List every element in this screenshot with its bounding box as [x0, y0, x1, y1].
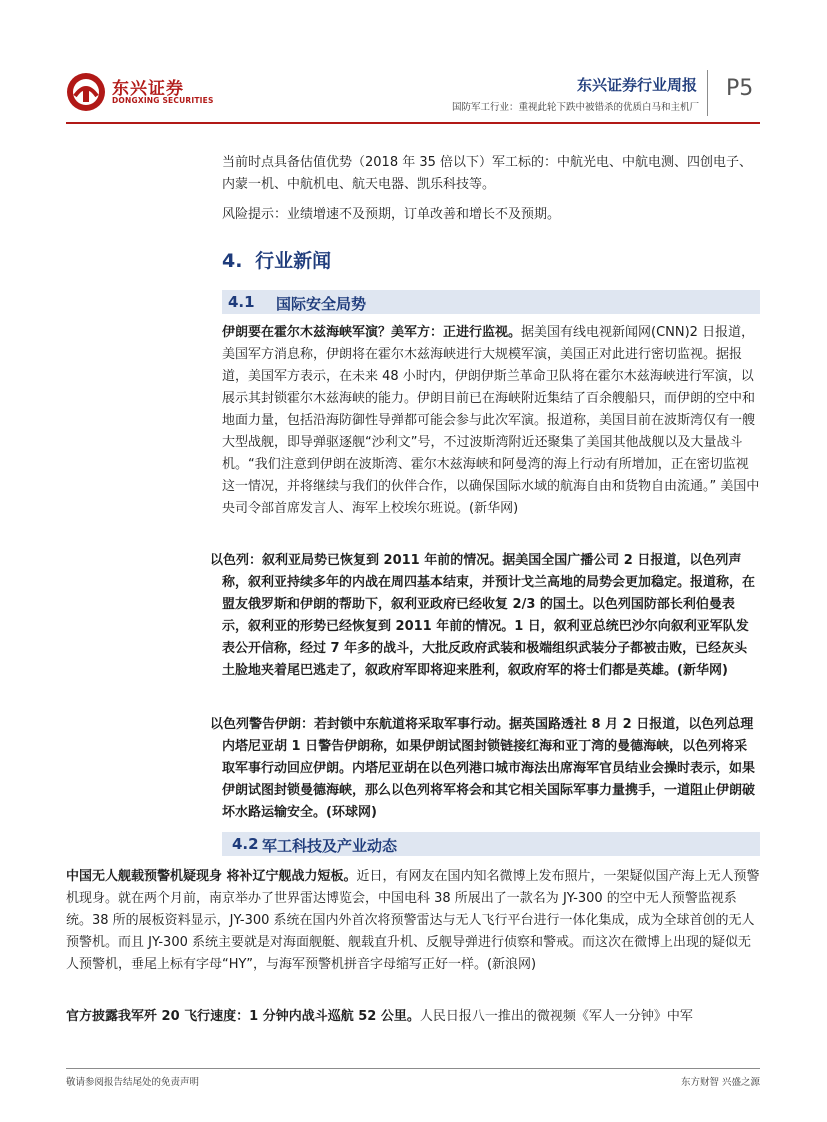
- subsection-number: 4.2: [232, 835, 259, 853]
- risk-paragraph: 风险提示：业绩增速不及预期，订单改善和增长不及预期。: [222, 207, 561, 222]
- news-item-israel-iran: [210, 714, 760, 824]
- brand-name-en: DONGXING SECURITIES: [112, 96, 214, 105]
- footer-disclaimer: 敬请参阅报告结尾处的免责声明: [66, 1077, 200, 1088]
- page-number: P5: [726, 76, 754, 101]
- news-body: 近日，有网友在国内知名微博上发布照片，一架疑似国产海上无人预警机现身。就在两个月前，南京举办了世界雷达博览会，中国电科 38 所展出了一款名为 JY-300 的空中无人预警监视系统。38 所的展板资料显示，JY-300 系统在国内外首次将预警雷达与无人飞行平台进行一体化集成，成为全球首创的无人预警机。而且 JY-300 系统主要就是对海面舰艇、舰载直升机、反舰导弹进行侦察和警戒。而这次在微博上出现的疑似无人预警机，垂尾上标有字母“HY”，与海军预警机拼音字母缩写正好一样。(新浪网): [66, 869, 760, 972]
- header-rule: [66, 122, 760, 124]
- news-body: 人民日报八一推出的微视频《军人一分钟》中军: [419, 1009, 693, 1024]
- section-title: 行业新闻: [255, 250, 332, 272]
- footer-slogan: 东方财智 兴盛之源: [680, 1077, 760, 1088]
- news-body: 据英国路透社 8 月 2 日报道，以色列总理内塔尼亚胡 1 日警告伊朗称，如果伊朗试图封锁链接红海和亚丁湾的曼德海峡，以色列将采取军事行动回应伊朗。内塔尼亚胡在以色列港口城市海法出席海军官员结业会操时表示，如果伊朗试图封锁曼德海峡，那么以色列将军将会和其它相关国际军事力量携手，一道阻止伊朗破坏水路运输安全。(环球网): [222, 717, 756, 820]
- news-body: 据美国全国广播公司 2 日报道，以色列声称，叙利亚持续多年的内战在周四基本结束，并预计戈兰高地的局势会更加稳定。报道称，在盟友俄罗斯和伊朗的帮助下，叙利亚政府已经收复 2/3 的国土。以色列国防部长利伯曼表示，叙利亚的形势已经恢复到 2011 年前的情况。1 日，叙利亚总统巴沙尔向叙利亚军队发表公开信称，经过 7 年多的战斗，大批反政府武装和极端组织武装分子都被击败，已经灰头土脸地夹着尾巴逃走了，叙政府军即将迎来胜利，叙政府军的将士们都是英雄。(新华网): [222, 553, 756, 678]
- report-title: 东兴证券行业周报: [576, 76, 697, 94]
- news-headline: 中国无人舰载预警机疑现身 将补辽宁舰战力短板。: [66, 869, 357, 884]
- news-item-j20: [66, 1006, 760, 1028]
- valuation-paragraph: 当前时点具备估值优势（2018 年 35 倍以下）军工标的：中航光电、中航电测、四创电子、内蒙一机、中航机电、航天电器、凯乐科技等。: [222, 155, 753, 192]
- news-item-uav-aew: [66, 866, 760, 976]
- report-subtitle: 国防军工行业：重视此轮下跌中被错杀的优质白马和主机厂: [451, 102, 699, 113]
- news-item-israel-syria: [210, 550, 760, 682]
- header-divider: [707, 70, 708, 116]
- news-headline: 以色列警告伊朗：若封锁中东航道将采取军事行动。: [210, 717, 510, 732]
- section-heading: [222, 246, 331, 273]
- news-item-iran-drill: [222, 322, 760, 520]
- section-number: 4.: [222, 250, 243, 272]
- news-body: 据美国有线电视新闻网(CNN)2 日报道，美国军方消息称，伊朗将在霍尔木兹海峡进行大规模军演，美国正对此进行密切监视。据报道，美国军方表示，在未来 48 小时内，伊朗伊斯兰革命卫队将在霍尔木兹海峡进行军演，以展示其封锁霍尔木兹海峡的能力。伊朗目前已在海峡附近集结了百余艘船只，而伊朗的空中和地面力量，包括沿海防御性导弹都可能会参与此次军演。报道称，美国目前在波斯湾仅有一艘大型战舰，即导弹驱逐舰“沙利文”号，不过波斯湾附近还聚集了美国其他战舰以及大量战斗机。“我们注意到伊朗在波斯湾、霍尔木兹海峡和阿曼湾的海上行动有所增加，正在密切监视这一情况，并将继续与我们的伙伴合作，以确保国际水域的航海自由和货物自由流通。” 美国中央司令部首席发言人、海军上校埃尔班说。(新华网): [222, 325, 760, 516]
- subsection-title: 国际安全局势: [276, 295, 367, 313]
- news-headline: 以色列：叙利亚局势已恢复到 2011 年前的情况。: [210, 553, 503, 568]
- dongxing-logo-icon: [66, 72, 106, 112]
- brand-name-cn: 东兴证券: [112, 79, 184, 99]
- footer-rule: [66, 1068, 760, 1069]
- news-headline: 伊朗要在霍尔木兹海峡军演？美军方：正进行监视。: [222, 325, 522, 340]
- news-headline: 官方披露我军歼 20 飞行速度：1 分钟内战斗巡航 52 公里。: [66, 1009, 420, 1024]
- subsection-title: 军工科技及产业动态: [262, 837, 398, 855]
- subsection-number: 4.1: [228, 293, 255, 311]
